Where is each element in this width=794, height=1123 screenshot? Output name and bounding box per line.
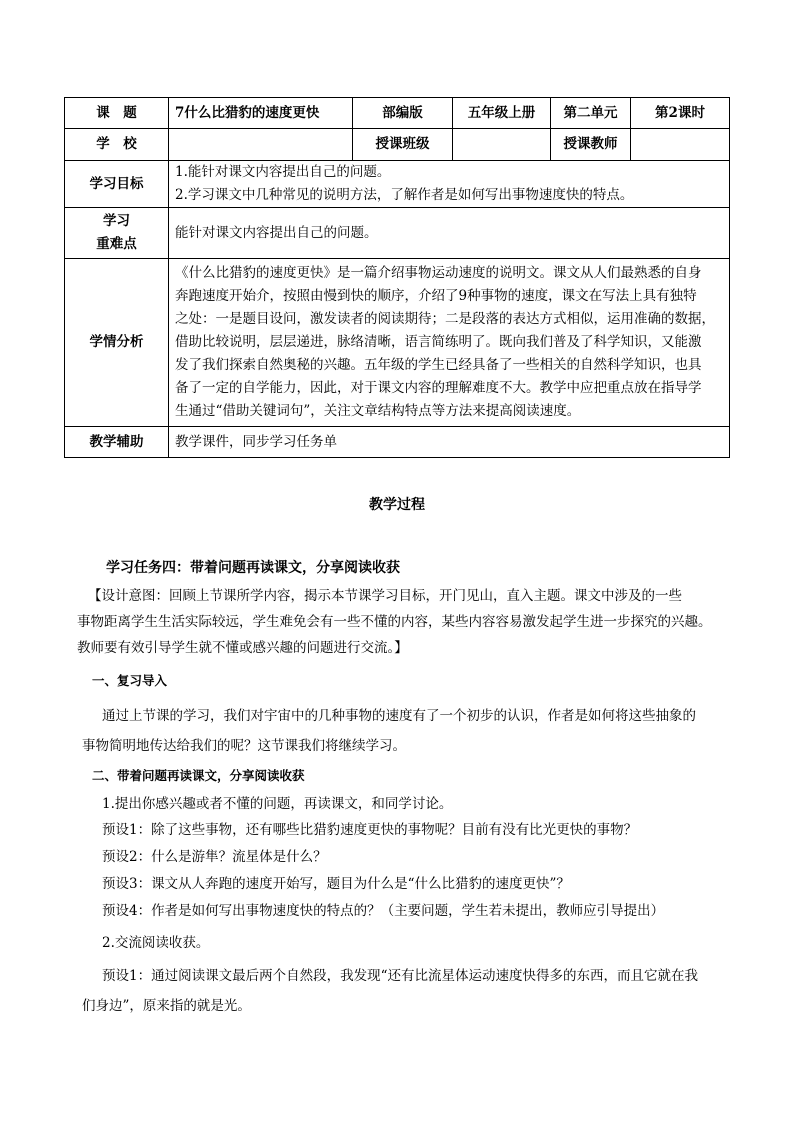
school-label: 学 校 (65, 129, 169, 161)
analysis-line: 发了我们探索自然奥秘的兴趣。五年级的学生已经具备了一些相关的自然科学知识，也具 (175, 357, 702, 373)
class-value (453, 129, 551, 161)
step2-text: 2.交流阅读收获。 (102, 935, 210, 951)
preset-item: 预设1：除了这些事物，还有哪些比猎豹速度更快的事物呢？目前有没有比光更快的事物？ (102, 822, 638, 838)
analysis-line: 《什么比猎豹的速度更快》是一篇介绍事物运动速度的说明文。课文从人们最熟悉的自身 (175, 265, 702, 281)
design-intent-line: 事物距离学生生活实际较远，学生难免会有一些不懂的内容，某些内容容易激发起学生进一步探究的兴趣。 (77, 614, 712, 630)
edition: 部编版 (353, 98, 453, 129)
preset-item: 预设2：什么是游隼？流星体是什么？ (102, 849, 327, 865)
section1-heading: 一、复习导入 (92, 673, 168, 688)
difficulty-label-line1: 学习 (103, 213, 130, 229)
analysis-line: 备了一定的自学能力，因此，对于课文内容的理解难度不大。教学中应把重点放在指导学 (175, 380, 702, 396)
section1-line: 通过上节课的学习，我们对宇宙中的几种事物的速度有了一个初步的认识，作者是如何将这些抽象的 (102, 708, 696, 724)
process-title: 教学过程 (369, 497, 425, 513)
task-heading: 学习任务四：带着问题再读课文，分享阅读收获 (106, 560, 400, 576)
school-value (169, 129, 353, 161)
design-intent-line: 教师要有效引导学生就不懂或感兴趣的问题进行交流。】 (77, 640, 408, 656)
table-row-school (65, 129, 730, 161)
goal-item: 2.学习课文中几种常见的说明方法，了解作者是如何写出事物速度快的特点。 (175, 187, 634, 203)
grade: 五年级上册 (453, 98, 551, 129)
table-row-goals (65, 161, 730, 208)
analysis-line: 奔跑速度开始介，按照由慢到快的顺序，介绍了9种事物的速度，课文在写法上具有独特 (175, 288, 697, 304)
analysis-value (169, 259, 730, 427)
analysis-line: 借助比较说明，层层递进，脉络清晰，语言简练明了。既向我们普及了科学知识，又能激 (175, 334, 702, 350)
table-row-aids (65, 427, 730, 458)
difficulty-value: 能针对课文内容提出自己的问题。 (169, 208, 730, 259)
analysis-line: 生通过“借助关键词句”，关注文章结构特点等方法来提高阅读速度。 (175, 403, 581, 419)
table-row-difficulty (65, 208, 730, 259)
lesson-info-table (64, 97, 730, 458)
difficulty-label (65, 208, 169, 259)
topic-label: 课 题 (65, 98, 169, 129)
analysis-label: 学情分析 (65, 259, 169, 427)
lesson-number: 第2课时 (631, 98, 730, 129)
section2-heading: 二、带着问题再读课文，分享阅读收获 (92, 768, 305, 783)
process-body (77, 554, 732, 1021)
aids-label: 教学辅助 (65, 427, 169, 458)
step1-text: 1.提出你感兴趣或者不懂的问题，再读课文，和同学讨论。 (102, 796, 453, 812)
preset-item: 预设3：课文从人奔跑的速度开始写，题目为什么是“什么比猎豹的速度更快”？ (102, 876, 570, 892)
goals-value (169, 161, 730, 208)
table-row-analysis (65, 259, 730, 427)
answer-line: 预设1：通过阅读课文最后两个自然段，我发现“还有比流星体运动速度快得多的东西，而且它就在我 (102, 968, 698, 984)
difficulty-label-line2: 重难点 (96, 236, 137, 252)
section1-line: 事物简明地传达给我们的呢？这节课我们将继续学习。 (82, 738, 406, 754)
goals-label: 学习目标 (65, 161, 169, 208)
preset-item: 预设4：作者是如何写出事物速度快的特点的？（主要问题，学生若未提出，教师应引导提出） (102, 903, 665, 919)
design-intent-line: 【设计意图：回顾上节课所学内容，揭示本节课学习目标，开门见山，直入主题。课文中涉及的一些 (88, 588, 682, 604)
answer-line: 们身边”，原来指的就是光。 (82, 998, 251, 1014)
table-row-topic (65, 98, 730, 129)
topic-value: 7什么比猎豹的速度更快 (169, 98, 353, 129)
teacher-value (631, 129, 730, 161)
unit: 第二单元 (551, 98, 631, 129)
aids-value: 教学课件，同步学习任务单 (169, 427, 730, 458)
teacher-label: 授课教师 (551, 129, 631, 161)
class-label: 授课班级 (353, 129, 453, 161)
analysis-line: 之处：一是题目设问，激发读者的阅读期待；二是段落的表达方式相似，运用准确的数据， (175, 311, 715, 327)
goal-item: 1.能针对课文内容提出自己的问题。 (175, 164, 391, 180)
